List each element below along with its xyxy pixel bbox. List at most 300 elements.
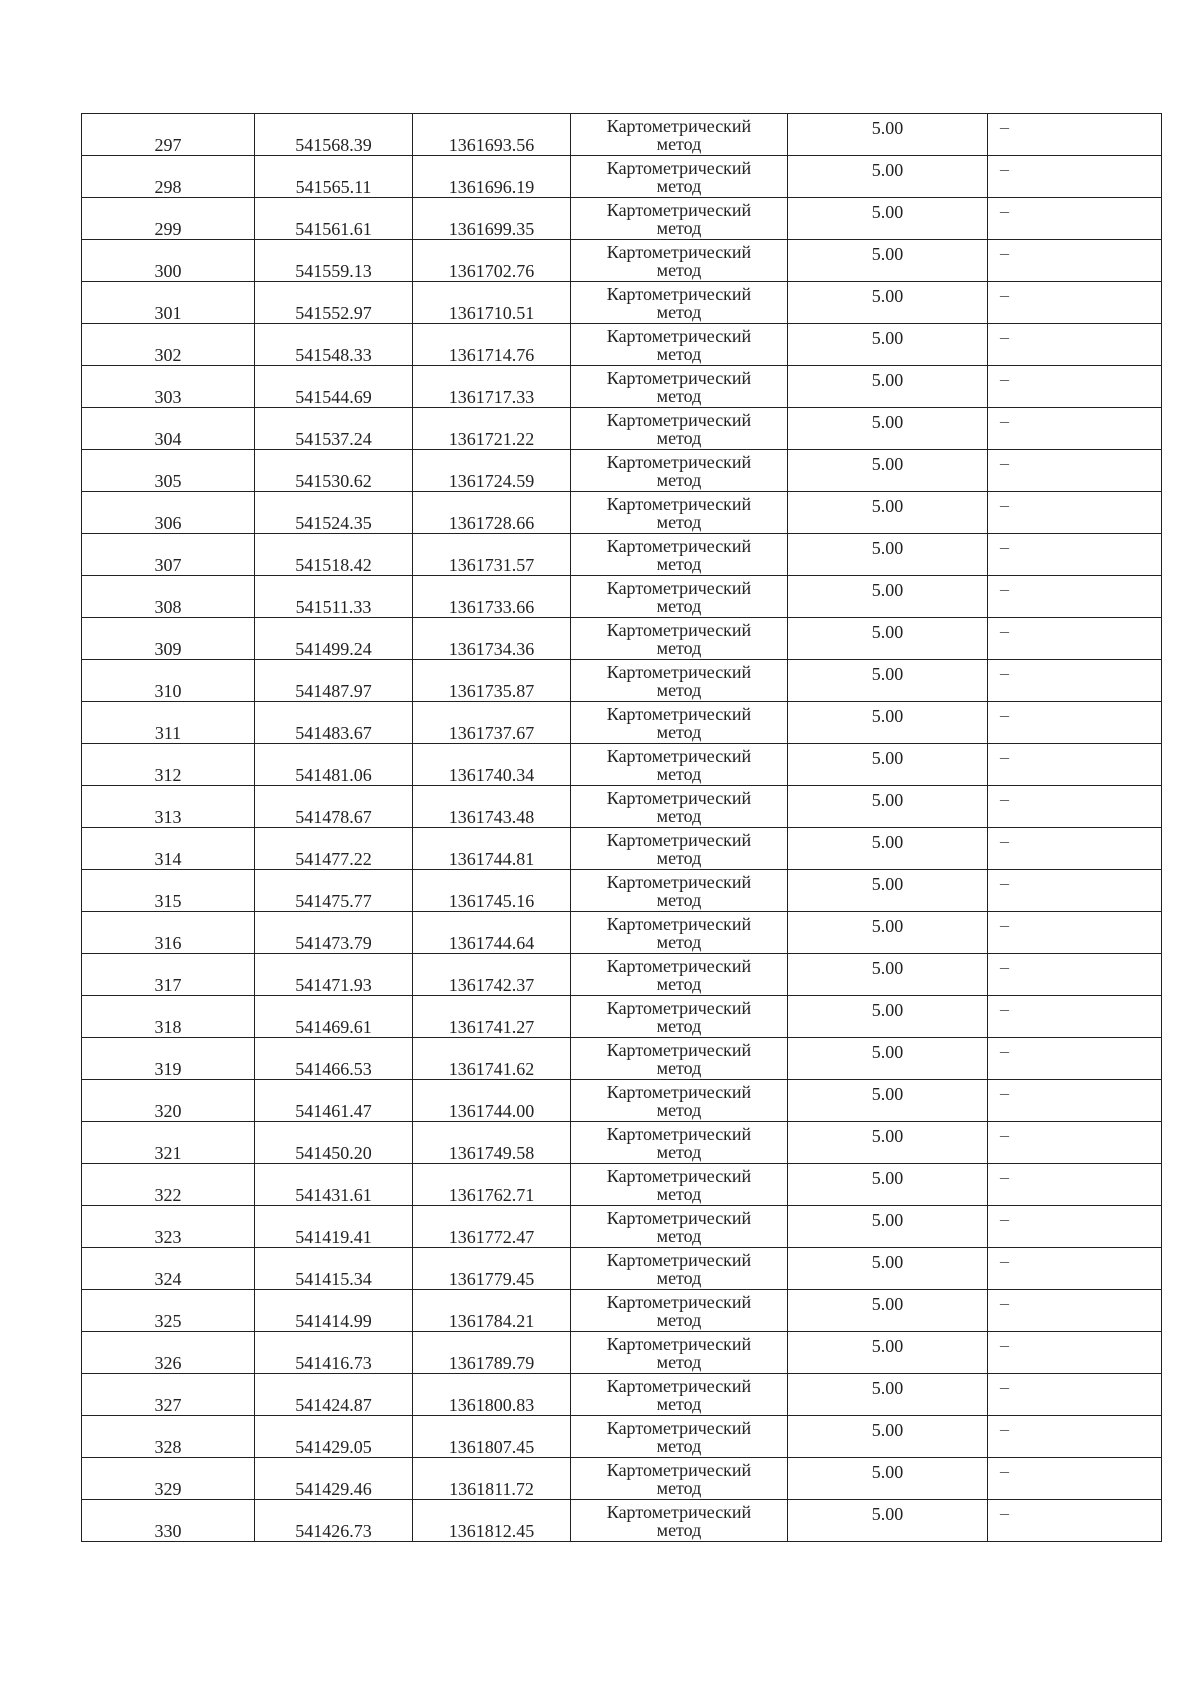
point-number-cell (82, 744, 255, 786)
method-cell (571, 282, 788, 324)
method-cell (571, 744, 788, 786)
accuracy-value: 5.00 (871, 1000, 904, 1020)
note-cell (988, 1458, 1162, 1500)
method-line-1: Картометрический (606, 997, 752, 1018)
method-cell (571, 1038, 788, 1080)
note-cell (988, 618, 1162, 660)
note-cell (988, 156, 1162, 198)
point-number-cell (82, 1458, 255, 1500)
point-number: 318 (154, 1017, 182, 1037)
coordinate-x-cell (255, 534, 413, 576)
coordinate-y: 1361737.67 (448, 723, 535, 743)
method-line-1: Картометрический (606, 871, 752, 892)
coordinate-y-cell (413, 1248, 571, 1290)
method-line-1: Картометрический (606, 745, 752, 766)
note-value: – (1000, 1041, 1009, 1061)
note-value: – (1000, 453, 1009, 473)
note-value: – (1000, 1083, 1009, 1103)
table-row (82, 1416, 1162, 1458)
note-cell (988, 1500, 1162, 1542)
accuracy-cell (788, 156, 988, 198)
note-cell (988, 1416, 1162, 1458)
coordinate-y: 1361728.66 (448, 513, 535, 533)
accuracy-cell (788, 1500, 988, 1542)
point-number: 320 (154, 1101, 182, 1121)
note-value: – (1000, 1125, 1009, 1145)
coordinate-x: 541415.34 (295, 1269, 372, 1289)
note-value: – (1000, 117, 1009, 137)
coordinate-y-cell (413, 1458, 571, 1500)
accuracy-cell (788, 618, 988, 660)
accuracy-cell (788, 744, 988, 786)
coordinate-x-cell (255, 324, 413, 366)
coordinate-x-cell (255, 1206, 413, 1248)
coordinate-y: 1361784.21 (448, 1311, 535, 1331)
note-cell (988, 786, 1162, 828)
coordinate-y-cell (413, 870, 571, 912)
method-line-1: Картометрический (606, 703, 752, 724)
method-line-1: Картометрический (606, 451, 752, 472)
coordinate-y: 1361744.00 (448, 1101, 535, 1121)
point-number: 308 (154, 597, 182, 617)
accuracy-cell (788, 240, 988, 282)
accuracy-cell (788, 408, 988, 450)
accuracy-cell (788, 534, 988, 576)
coordinate-x: 541524.35 (295, 513, 372, 533)
method-cell (571, 1416, 788, 1458)
point-number-cell (82, 954, 255, 996)
coordinate-y-cell (413, 1332, 571, 1374)
table-row (82, 870, 1162, 912)
method-line-2: метод (656, 679, 702, 700)
note-cell (988, 1164, 1162, 1206)
note-cell (988, 324, 1162, 366)
note-cell (988, 996, 1162, 1038)
point-number-cell (82, 618, 255, 660)
method-line-2: метод (656, 1183, 702, 1204)
note-value: – (1000, 411, 1009, 431)
coordinate-x-cell (255, 996, 413, 1038)
coordinate-y-cell (413, 156, 571, 198)
accuracy-cell (788, 996, 988, 1038)
table-row (82, 324, 1162, 366)
method-line-1: Картометрический (606, 1165, 752, 1186)
table-row (82, 282, 1162, 324)
coordinate-x: 541431.61 (295, 1185, 372, 1205)
note-cell (988, 1374, 1162, 1416)
accuracy-value: 5.00 (871, 874, 904, 894)
method-cell (571, 1248, 788, 1290)
coordinate-x: 541530.62 (295, 471, 372, 491)
table-row (82, 1164, 1162, 1206)
point-number-cell (82, 1500, 255, 1542)
coordinate-y: 1361735.87 (448, 681, 535, 701)
coordinate-y: 1361717.33 (448, 387, 535, 407)
coordinate-y-cell (413, 1416, 571, 1458)
note-cell (988, 408, 1162, 450)
note-value: – (1000, 831, 1009, 851)
coordinate-x: 541450.20 (295, 1143, 372, 1163)
note-cell (988, 828, 1162, 870)
coordinate-y: 1361740.34 (448, 765, 535, 785)
method-cell (571, 786, 788, 828)
coordinate-x-cell (255, 1122, 413, 1164)
coordinate-y: 1361742.37 (448, 975, 535, 995)
coordinate-x: 541511.33 (295, 597, 372, 617)
method-cell (571, 492, 788, 534)
note-cell (988, 660, 1162, 702)
point-number-cell (82, 702, 255, 744)
point-number: 321 (154, 1143, 182, 1163)
coordinate-y-cell (413, 702, 571, 744)
coordinate-x-cell (255, 618, 413, 660)
table-row (82, 198, 1162, 240)
accuracy-value: 5.00 (871, 706, 904, 726)
accuracy-value: 5.00 (871, 1168, 904, 1188)
accuracy-cell (788, 870, 988, 912)
note-cell (988, 450, 1162, 492)
point-number-cell (82, 1416, 255, 1458)
accuracy-value: 5.00 (871, 1210, 904, 1230)
coordinate-x: 541473.79 (295, 933, 372, 953)
note-value: – (1000, 999, 1009, 1019)
point-number: 305 (154, 471, 182, 491)
point-number-cell (82, 534, 255, 576)
accuracy-value: 5.00 (871, 160, 904, 180)
coordinate-y-cell (413, 786, 571, 828)
accuracy-cell (788, 366, 988, 408)
method-line-2: метод (656, 1099, 702, 1120)
coordinate-y: 1361731.57 (448, 555, 535, 575)
table-row (82, 1122, 1162, 1164)
table-row (82, 1290, 1162, 1332)
coordinate-x: 541471.93 (295, 975, 372, 995)
coordinate-x: 541481.06 (295, 765, 372, 785)
point-number-cell (82, 1122, 255, 1164)
point-number: 302 (154, 345, 182, 365)
method-cell (571, 576, 788, 618)
coordinate-x: 541565.11 (295, 177, 372, 197)
method-line-1: Картометрический (606, 157, 752, 178)
accuracy-cell (788, 912, 988, 954)
method-line-1: Картометрический (606, 1081, 752, 1102)
note-value: – (1000, 789, 1009, 809)
coordinate-y: 1361811.72 (449, 1479, 534, 1499)
method-cell (571, 1290, 788, 1332)
coordinate-y-cell (413, 114, 571, 156)
table-row (82, 576, 1162, 618)
point-number-cell (82, 996, 255, 1038)
point-number: 304 (154, 429, 182, 449)
accuracy-value: 5.00 (871, 1084, 904, 1104)
point-number-cell (82, 408, 255, 450)
method-line-2: метод (656, 889, 702, 910)
coordinate-y: 1361762.71 (448, 1185, 535, 1205)
method-cell (571, 198, 788, 240)
method-line-1: Картометрический (606, 1291, 752, 1312)
point-number: 323 (154, 1227, 182, 1247)
coordinate-x: 541475.77 (295, 891, 372, 911)
method-line-1: Картометрический (606, 913, 752, 934)
note-value: – (1000, 201, 1009, 221)
note-cell (988, 576, 1162, 618)
point-number-cell (82, 1248, 255, 1290)
point-number-cell (82, 198, 255, 240)
coordinate-x: 541537.24 (295, 429, 372, 449)
method-line-2: метод (656, 1141, 702, 1162)
coordinate-y: 1361724.59 (448, 471, 535, 491)
method-line-2: метод (656, 427, 702, 448)
coordinate-x-cell (255, 744, 413, 786)
coordinate-y-cell (413, 828, 571, 870)
note-value: – (1000, 1461, 1009, 1481)
method-line-1: Картометрический (606, 661, 752, 682)
coordinate-y-cell (413, 492, 571, 534)
coordinate-y: 1361714.76 (448, 345, 535, 365)
accuracy-value: 5.00 (871, 1336, 904, 1356)
accuracy-value: 5.00 (871, 370, 904, 390)
note-value: – (1000, 1251, 1009, 1271)
method-cell (571, 870, 788, 912)
note-value: – (1000, 1293, 1009, 1313)
point-number: 329 (154, 1479, 182, 1499)
method-line-1: Картометрический (606, 535, 752, 556)
note-cell (988, 492, 1162, 534)
point-number: 324 (154, 1269, 182, 1289)
method-cell (571, 114, 788, 156)
note-value: – (1000, 495, 1009, 515)
accuracy-value: 5.00 (871, 454, 904, 474)
method-cell (571, 912, 788, 954)
coordinate-x: 541419.41 (295, 1227, 372, 1247)
method-cell (571, 1458, 788, 1500)
method-cell (571, 1080, 788, 1122)
note-cell (988, 744, 1162, 786)
table-row (82, 408, 1162, 450)
coordinate-x: 541461.47 (295, 1101, 372, 1121)
coordinate-y-cell (413, 1374, 571, 1416)
coordinate-y-cell (413, 618, 571, 660)
table-row (82, 996, 1162, 1038)
accuracy-value: 5.00 (871, 496, 904, 516)
coordinate-x-cell (255, 828, 413, 870)
method-line-1: Картометрический (606, 1375, 752, 1396)
method-line-1: Картометрический (606, 1249, 752, 1270)
method-line-2: метод (656, 1393, 702, 1414)
accuracy-cell (788, 1416, 988, 1458)
note-cell (988, 1206, 1162, 1248)
note-cell (988, 366, 1162, 408)
method-cell (571, 618, 788, 660)
accuracy-value: 5.00 (871, 580, 904, 600)
point-number: 315 (154, 891, 182, 911)
note-cell (988, 114, 1162, 156)
table-row (82, 450, 1162, 492)
method-cell (571, 1332, 788, 1374)
method-line-2: метод (656, 301, 702, 322)
point-number: 313 (154, 807, 182, 827)
accuracy-cell (788, 1374, 988, 1416)
accuracy-cell (788, 282, 988, 324)
table-row (82, 954, 1162, 996)
accuracy-value: 5.00 (871, 1294, 904, 1314)
coordinate-x-cell (255, 1374, 413, 1416)
note-cell (988, 534, 1162, 576)
method-line-2: метод (656, 1015, 702, 1036)
coordinate-y-cell (413, 240, 571, 282)
coordinate-x-cell (255, 240, 413, 282)
method-line-1: Картометрический (606, 1417, 752, 1438)
coordinate-x-cell (255, 702, 413, 744)
note-cell (988, 240, 1162, 282)
coordinate-x: 541424.87 (295, 1395, 372, 1415)
note-value: – (1000, 327, 1009, 347)
method-line-1: Картометрический (606, 115, 752, 136)
table-row (82, 1206, 1162, 1248)
point-number: 297 (154, 135, 182, 155)
note-cell (988, 282, 1162, 324)
method-cell (571, 534, 788, 576)
point-number-cell (82, 324, 255, 366)
point-number-cell (82, 1038, 255, 1080)
note-cell (988, 198, 1162, 240)
method-cell (571, 366, 788, 408)
coordinate-y-cell (413, 534, 571, 576)
coordinate-y-cell (413, 324, 571, 366)
coordinate-x: 541469.61 (295, 1017, 372, 1037)
coordinate-y-cell (413, 1164, 571, 1206)
method-cell (571, 240, 788, 282)
coordinate-y: 1361812.45 (448, 1521, 535, 1541)
method-line-2: метод (656, 1519, 702, 1540)
point-number: 325 (154, 1311, 182, 1331)
coordinate-x-cell (255, 366, 413, 408)
accuracy-cell (788, 660, 988, 702)
method-line-2: метод (656, 721, 702, 742)
note-value: – (1000, 915, 1009, 935)
method-line-2: метод (656, 1477, 702, 1498)
note-value: – (1000, 369, 1009, 389)
note-value: – (1000, 1209, 1009, 1229)
point-number: 299 (154, 219, 182, 239)
point-number-cell (82, 450, 255, 492)
point-number-cell (82, 576, 255, 618)
table-row (82, 912, 1162, 954)
accuracy-cell (788, 1458, 988, 1500)
point-number-cell (82, 492, 255, 534)
method-line-1: Картометрический (606, 1207, 752, 1228)
coordinate-y: 1361772.47 (448, 1227, 535, 1247)
accuracy-value: 5.00 (871, 286, 904, 306)
note-value: – (1000, 1377, 1009, 1397)
coordinate-y: 1361741.62 (448, 1059, 535, 1079)
accuracy-cell (788, 1290, 988, 1332)
method-line-1: Картометрический (606, 367, 752, 388)
note-value: – (1000, 957, 1009, 977)
accuracy-value: 5.00 (871, 622, 904, 642)
point-number-cell (82, 1290, 255, 1332)
table-row (82, 660, 1162, 702)
method-line-2: метод (656, 469, 702, 490)
method-line-2: метод (656, 1309, 702, 1330)
coordinate-y-cell (413, 660, 571, 702)
point-number-cell (82, 1080, 255, 1122)
method-line-2: метод (656, 511, 702, 532)
method-line-1: Картометрический (606, 1123, 752, 1144)
coordinate-y: 1361807.45 (448, 1437, 535, 1457)
point-number-cell (82, 240, 255, 282)
method-line-2: метод (656, 1267, 702, 1288)
accuracy-cell (788, 1206, 988, 1248)
note-cell (988, 1122, 1162, 1164)
method-line-1: Картометрический (606, 955, 752, 976)
accuracy-cell (788, 1080, 988, 1122)
point-number: 312 (154, 765, 182, 785)
accuracy-cell (788, 786, 988, 828)
coordinate-y-cell (413, 1206, 571, 1248)
accuracy-value: 5.00 (871, 916, 904, 936)
accuracy-value: 5.00 (871, 790, 904, 810)
method-line-2: метод (656, 763, 702, 784)
method-cell (571, 450, 788, 492)
coordinate-x: 541561.61 (295, 219, 372, 239)
coordinate-y: 1361696.19 (448, 177, 535, 197)
point-number-cell (82, 366, 255, 408)
coordinate-y-cell (413, 912, 571, 954)
coordinate-x-cell (255, 1500, 413, 1542)
coordinate-y-cell (413, 450, 571, 492)
note-cell (988, 1332, 1162, 1374)
point-number: 311 (154, 723, 182, 743)
coordinate-x: 541466.53 (295, 1059, 372, 1079)
coordinate-x: 541414.99 (295, 1311, 372, 1331)
accuracy-cell (788, 114, 988, 156)
accuracy-cell (788, 492, 988, 534)
method-cell (571, 1122, 788, 1164)
table-row (82, 786, 1162, 828)
method-line-1: Картометрический (606, 829, 752, 850)
coordinate-y-cell (413, 366, 571, 408)
table-row (82, 1332, 1162, 1374)
method-line-1: Картометрический (606, 619, 752, 640)
method-line-1: Картометрический (606, 241, 752, 262)
point-number: 303 (154, 387, 182, 407)
point-number-cell (82, 786, 255, 828)
method-line-1: Картометрический (606, 1039, 752, 1060)
note-cell (988, 1248, 1162, 1290)
note-value: – (1000, 159, 1009, 179)
coordinate-y-cell (413, 282, 571, 324)
coordinate-x: 541429.46 (295, 1479, 372, 1499)
accuracy-value: 5.00 (871, 664, 904, 684)
coordinate-x: 541483.67 (295, 723, 372, 743)
accuracy-cell (788, 198, 988, 240)
coordinate-x: 541416.73 (295, 1353, 372, 1373)
accuracy-value: 5.00 (871, 958, 904, 978)
point-number: 322 (154, 1185, 182, 1205)
coordinate-x-cell (255, 954, 413, 996)
coordinate-y: 1361734.36 (448, 639, 535, 659)
accuracy-cell (788, 450, 988, 492)
point-number: 326 (154, 1353, 182, 1373)
method-line-2: метод (656, 553, 702, 574)
method-line-2: метод (656, 1057, 702, 1078)
coordinate-y: 1361693.56 (448, 135, 535, 155)
accuracy-value: 5.00 (871, 748, 904, 768)
method-line-1: Картометрический (606, 1459, 752, 1480)
accuracy-value: 5.00 (871, 412, 904, 432)
method-line-1: Картометрический (606, 325, 752, 346)
